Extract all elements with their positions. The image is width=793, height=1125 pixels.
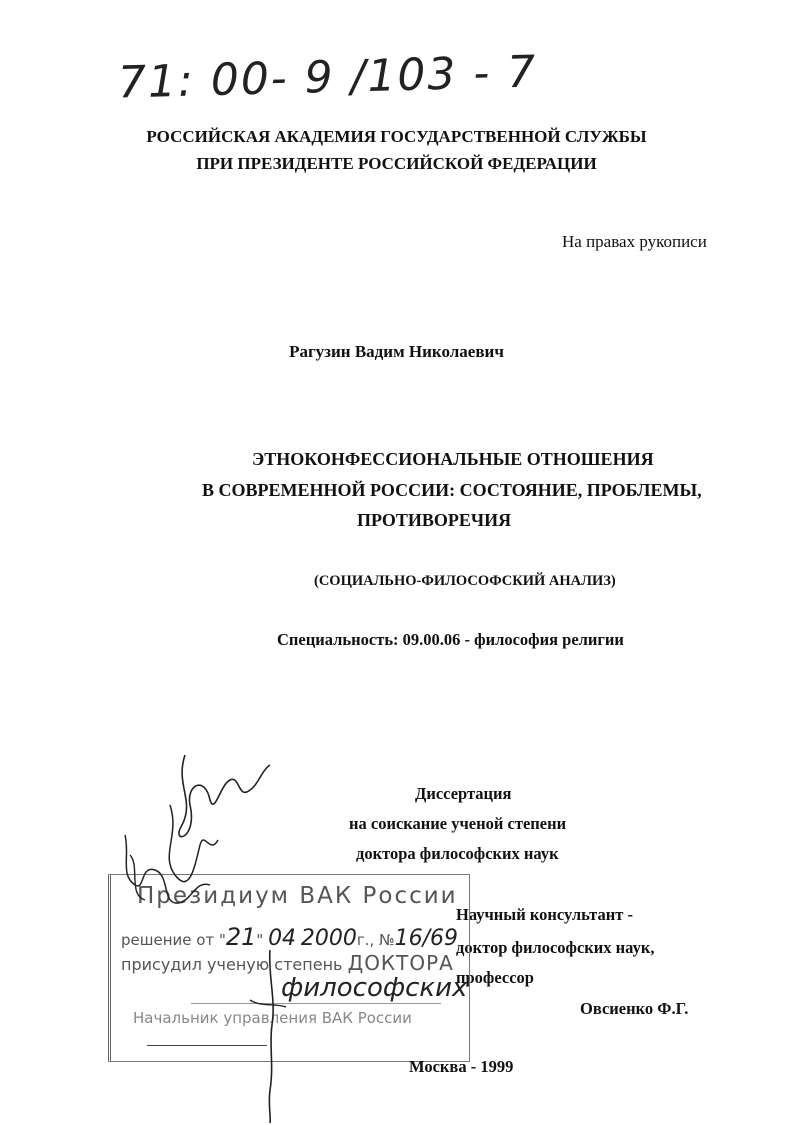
stamp-decision-prefix: решение от " [121, 931, 226, 949]
signature-scribbles [100, 745, 300, 1125]
academy-name-line1: РОССИЙСКАЯ АКАДЕМИЯ ГОСУДАРСТВЕННОЙ СЛУЖБЫ [146, 127, 647, 146]
stamp-decision-mid: г., № [356, 931, 395, 949]
academy-name-line2: ПРИ ПРЕЗИДЕНТЕ РОССИЙСКОЙ ФЕДЕРАЦИИ [196, 154, 597, 173]
degree-sought-line: на соискание ученой степени [349, 814, 567, 833]
stamp-date-month: 04 [268, 926, 297, 951]
city-year: Москва - 1999 [409, 1057, 514, 1076]
dissertation-title-line2: В СОВРЕМЕННОЙ РОССИИ: СОСТОЯНИЕ, ПРОБЛЕМЫ, [202, 480, 702, 500]
specialty-line: Специальность: 09.00.06 - философия религии [277, 630, 624, 649]
dissertation-title-line3: ПРОТИВОРЕЧИЯ [357, 510, 512, 530]
stamp-title: Президиум ВАК России [137, 883, 458, 909]
consultant-degree: доктор философских наук, [456, 938, 655, 957]
manuscript-rights-note: На правах рукописи [562, 232, 707, 251]
stamp-handwritten-field: философских [281, 973, 468, 1003]
consultant-name: Овсиенко Ф.Г. [580, 999, 689, 1018]
degree-name-line: доктора философских наук [356, 844, 559, 863]
stamp-decision-number: 16/69 [394, 926, 459, 951]
stamp-quote-mark: " [256, 931, 269, 949]
dissertation-title-line1: ЭТНОКОНФЕССИОНАЛЬНЫЕ ОТНОШЕНИЯ [252, 449, 654, 469]
dissertation-label: Диссертация [415, 784, 512, 803]
author-name: Рагузин Вадим Николаевич [289, 342, 504, 361]
stamp-degree: ДОКТОРА [347, 951, 454, 975]
handwritten-archive-code: 71: 00- 9 /103 - 7 [117, 46, 538, 109]
stamp-head: Начальник управления ВАК России [133, 1009, 412, 1027]
stamp-date-day: 21 [225, 923, 257, 951]
consultant-label: Научный консультант - [456, 905, 633, 924]
analysis-subtitle: (СОЦИАЛЬНО-ФИЛОСОФСКИЙ АНАЛИЗ) [314, 573, 616, 589]
stamp-date-year: 2000 [300, 926, 357, 951]
consultant-title: профессор [456, 968, 534, 987]
stamp-awarded: присудил ученую степень [121, 955, 343, 974]
